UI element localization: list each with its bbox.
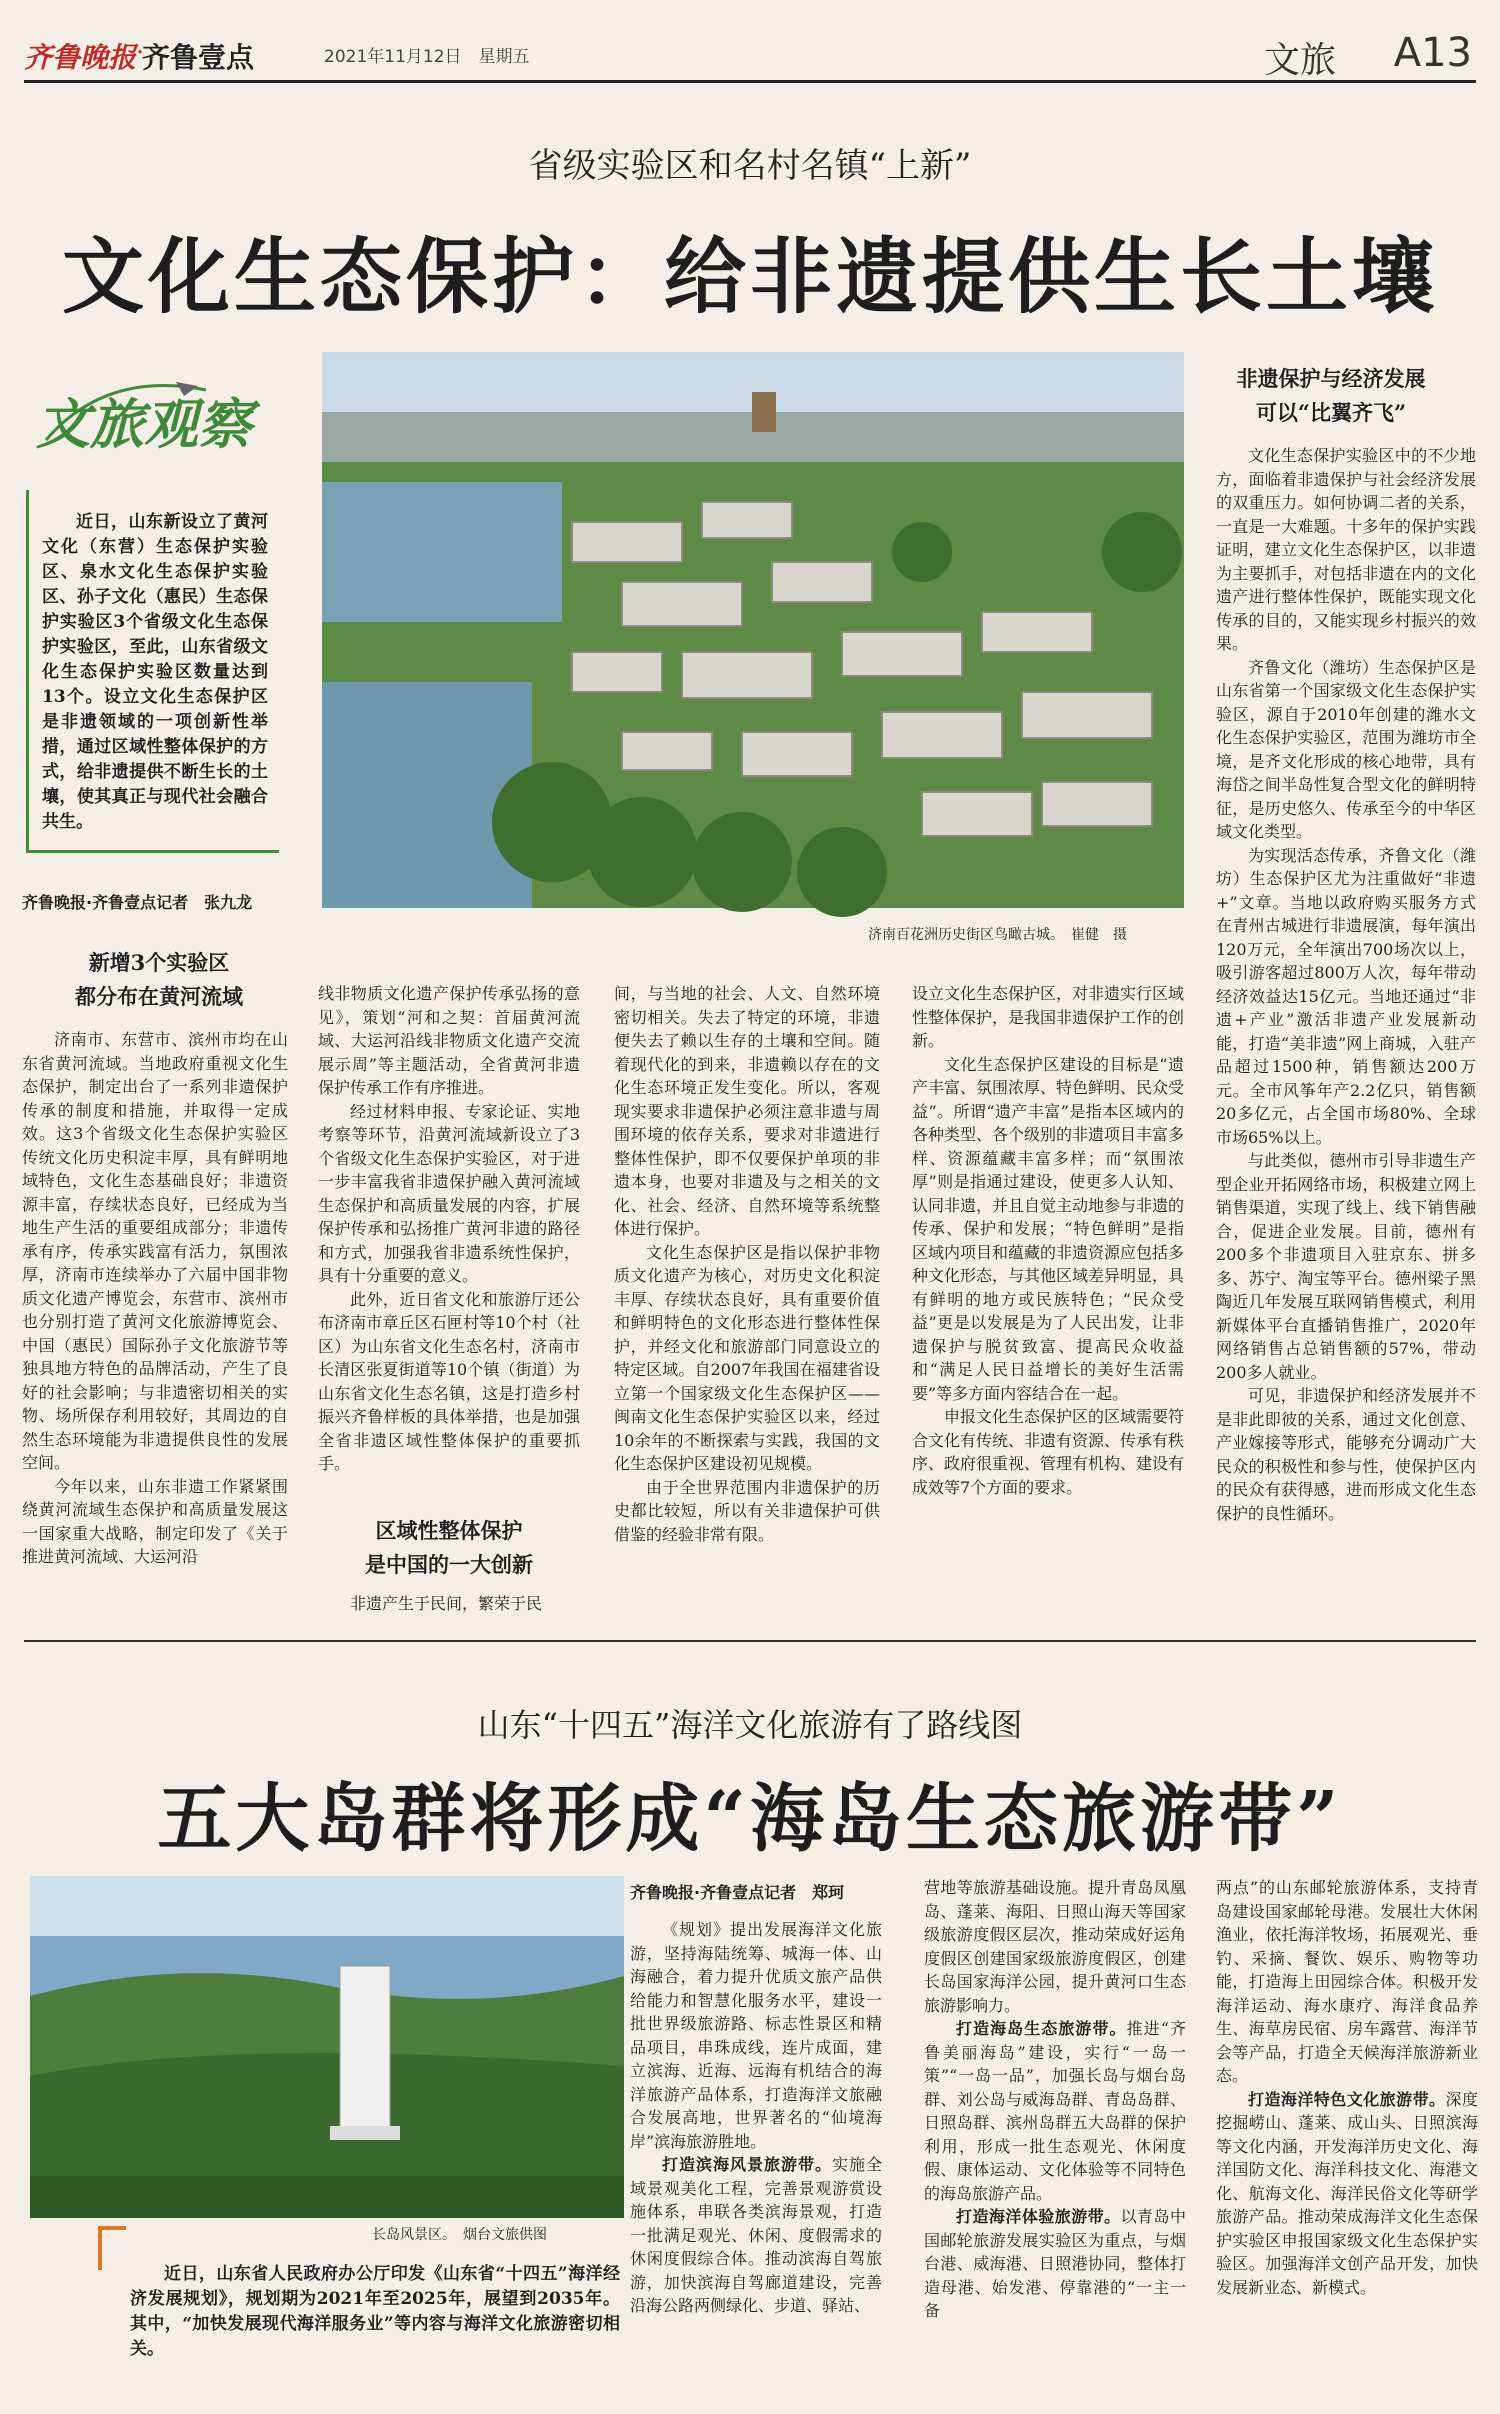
issue-date: 2021年11月12日 星期五 [324, 47, 530, 67]
sub-heading-2 [318, 1514, 580, 1582]
paragraph: 今年以来，山东非遗工作紧紧围绕黄河流域生态保护和高质量发展这一国家重大战略，制定印发了《关于推进黄河流域、大运河沿 [22, 1476, 288, 1566]
paragraph: 间，与当地的社会、人文、自然环境密切相关。失去了特定的环境，非遗便失去了赖以生存的土壤和空间。随着现代化的到来，非遗赖以存在的文化生态环境正发生变化。所以，客观现实要求非遗保护必须注意非遗与周围环境的依存关系，要求对非遗进行整体性保护，即不仅要保护单项的非遗本身，也要对非遗及与之相关的文化、社会、经济、自然环境等系统整体进行保护。 [614, 984, 880, 1238]
sub-heading-1 [24, 946, 294, 1014]
logo-separator: · [136, 38, 145, 68]
article2-col2 [924, 1876, 1186, 2378]
paragraph: 可见，非遗保护和经济发展并不是非此即彼的关系，通过文化创意、产业嫁接等形式，能够充分调动广大民众的积极性和参与性，使保护区内的民众有获得感，进而形成文化生态保护的良性循环。 [1216, 1386, 1476, 1523]
paragraph [630, 1918, 882, 2153]
body-text: 推进“齐鲁美丽海岛”建设，实行“一岛一策”“一岛一品”，加强长岛与烟台岛群、刘公岛与威海岛群、青岛岛群、日照岛群、滨州岛群五大岛群的保护利用，形成一批生态观光、休闲度假、康体运动、文化体验等不同特色的海岛旅游产品。 [924, 2019, 1186, 2203]
paragraph: 此外，近日省文化和旅游厅还公布济南市章丘区石匣村等10个村（社区）为山东省文化生态名村，济南市长清区张夏街道等10个镇（街道）为山东省文化生态名镇，这是打造乡村振兴齐鲁样板的具体举措，也是加强全省非遗区域性整体保护的重要抓手。 [318, 1289, 580, 1473]
paragraph: 济南市、东营市、滨州市均在山东省黄河流域。当地政府重视文化生态保护，制定出台了一系列非遗保护传承的制度和措施，并取得一定成效。这3个省级文化生态保护实验区传统文化历史积淀丰厚，具有鲜明地域特色，文化生态基础良好；非遗资源丰富，存续状态良好，已经成为当地生产生活的重要组成部分；非遗传承有序，传承实践富有活力，氛围浓厚，济南市连续举办了六届中国非物质文化遗产博览会，东营市、滨州市也分别打造了黄河文化旅游博览会、中国（惠民）国际孙子文化旅游节等独具地方特色的品牌活动，产生了良好的社会影响；与非遗密切相关的实物、场所保存利用较好，其周边的自然生态环境能为非遗提供良性的发展空间。 [22, 1030, 288, 1472]
paragraph: 齐鲁文化（潍坊）生态保护区是山东省第一个国家级文化生态保护实验区，源自于2010年创建的潍水文化生态保护实验区，范围为潍坊市全境，是齐文化形成的核心地带，具有海岱之间半岛性复合型文化的鲜明特征，是历史悠久、传承至今的中华区域文化类型。 [1216, 657, 1476, 841]
lead-in: 打造海洋特色文化旅游带。 [1248, 2089, 1446, 2109]
sidebar-head-line1: 非遗保护与经济发展 [1236, 366, 1426, 391]
column-logo-text: 文旅观察 [36, 392, 252, 456]
article1-col3 [614, 982, 880, 1614]
article1-col4 [912, 982, 1184, 1614]
paragraph [924, 1876, 1186, 2017]
article2-intro: 近日，山东省人民政府办公厅印发《山东省“十四五”海洋经济发展规划》，规划期为2021年至2025年，展望到2035年。其中，“加快发展现代海洋服务业”等内容与海洋文化旅游密切相关。 [130, 2264, 620, 2359]
article1-col2-tail [318, 1592, 580, 1616]
body-text: 实施全域景观美化工程，完善景观游赏设施体系，串联各类滨海景观，打造一批满足观光、休闲、度假需求的休闲度假综合体。推动滨海自驾旅游，加快滨海自驾廊道建设，完善沿海公路两侧绿化、步道、驿站、 [630, 2155, 882, 2315]
sub-heading-2-line2: 是中国的一大创新 [365, 1552, 533, 1577]
section-name: 文旅 [1263, 40, 1336, 81]
intro-corner-mark [98, 2226, 126, 2270]
article1-intro: 近日，山东新设立了黄河文化（东营）生态保护实验区、泉水文化生态保护实验区、孙子文化（惠民）生态保护实验区3个省级文化生态保护实验区，至此，山东省级文化生态保护实验区数量达到13个。设立文化生态保护区是非遗领域的一项创新性举措，通过区域性整体保护的方式，给非遗提供不断生长的土壤，使其真正与现代社会融合共生。 [42, 512, 268, 832]
sub-heading-2-line1: 区域性整体保护 [375, 1518, 523, 1543]
article1-col5 [1216, 444, 1476, 1609]
paragraph: 由于全世界范围内非遗保护的历史都比较短，所以有关非遗保护可供借鉴的经验非常有限。 [614, 1477, 880, 1544]
body-text: 《规划》提出发展海洋文化旅游，坚持海陆统筹、城海一体、山海融合，着力提升优质文旅产品供给能力和智慧化服务水平，建设一批世界级旅游路、标志性景区和精品项目，串珠成线，连片成面，建立滨海、近海、远海有机结合的海洋旅游产品体系，打造海洋文旅融合发展高地，世界著名的“仙境海岸”滨海旅游胜地。 [630, 1920, 882, 2151]
paragraph [924, 2205, 1186, 2323]
lead-in: 打造海岛生态旅游带。 [956, 2019, 1127, 2038]
paragraph: 文化生态保护实验区中的不少地方，面临着非遗保护与社会经济发展的双重压力。如何协调二者的关系，一直是一大难题。十多年的保护实践证明，建立文化生态保护区，以非遗为主要抓手，对包括非遗在内的文化遗产进行整体性保护，既能实现文化传承的目的，又能实现乡村振兴的效果。 [1216, 446, 1476, 653]
body-text: 营地等旅游基础设施。提升青岛凤凰岛、蓬莱、海阳、日照山海天等国家级旅游度假区层次，推动荣成好运角度假区创建国家级旅游度假区，创建长岛国家海洋公园，提升黄河口生态旅游影响力。 [924, 1878, 1186, 2015]
article1-headline: 文化生态保护：给非遗提供生长土壤 [61, 229, 1438, 325]
paragraph [1216, 2088, 1478, 2300]
paragraph: 文化生态保护区是指以保护非物质文化遗产为核心，对历史文化积淀丰厚、存续状态良好，具有重要价值和鲜明特色的文化形态进行整体性保护，并经文化和旅游部门同意设立的特定区域。自2007年我国在福建省设立第一个国家级文化生态保护区——闽南文化生态保护实验区以来，经过10余年的不断探索与实践，我国的文化生态保护区建设初见规模。 [614, 1242, 880, 1473]
lead-in: 打造滨海风景旅游带。 [662, 2155, 832, 2174]
article2-col3 [1216, 1876, 1478, 2378]
island-photo [30, 1876, 624, 2218]
paragraph: 申报文化生态保护区的区域需要符合文化有传统、非遗有资源、传承有秩序、政府很重视、管理有机构、建设有成效等7个方面的要求。 [912, 1407, 1185, 1497]
paragraph: 设立文化生态保护区，对非遗实行区域性整体保护，是我国非遗保护工作的创新。 [912, 984, 1185, 1050]
newspaper-logo: 齐鲁晚报 [24, 41, 137, 74]
page-number: A13 [1393, 30, 1472, 76]
paragraph: 文化生态保护区建设的目标是“遗产丰富、氛围浓厚、特色鲜明、民众受益”。所谓“遗产丰富”是指本区域内的各种类型、各个级别的非遗项目丰富多样、资源蕴藏丰富多样；而“氛围浓厚”则是指通过建设，使更多人认知、认同非遗，并且自觉主动地参与非遗的传承、保护和发展；“特色鲜明”是指区域内项目和蕴藏的非遗资源应包括多种文化形态，与其他区域差异明显，具有鲜明的地方或民族特色；“民众受益”更是以发展是为了人民出发，让非遗保护与脱贫致富、提高民众收益和“满足人民日益增长的美好生活需要”等多方面内容结合在一起。 [912, 1054, 1185, 1403]
article1-col2 [318, 982, 580, 1473]
column-logo [26, 360, 286, 470]
article2-photo [30, 1876, 624, 2218]
paragraph [630, 2153, 882, 2318]
body-text: 以青岛中国邮轮旅游发展实验区为重点，与烟台港、威海港、日照港协同，整体打造母港、始发港、停靠港的“一主一备 [924, 2207, 1186, 2320]
sub-heading-1-line2: 都分布在黄河流域 [75, 984, 243, 1009]
app-logo: 齐鲁壹点 [142, 41, 255, 74]
body-text: 两点”的山东邮轮旅游体系，支持青岛建设国家邮轮母港。发展壮大休闲渔业，依托海洋牧场，拓展观光、垂钓、采摘、餐饮、娱乐、购物等功能，打造海上田园综合体。积极开发海洋运动、海水康疗、海洋食品养生、海草房民宿、房车露营、海洋节会等产品，打造全天候海洋旅游新业态。 [1216, 1878, 1478, 2085]
article1-byline: 齐鲁晚报·齐鲁壹点记者 张九龙 [22, 893, 253, 912]
article2-kicker: 山东“十四五”海洋文化旅游有了路线图 [477, 1706, 1023, 1744]
paragraph: 经过材料申报、专家论证、实地考察等环节，沿黄河流域新设立了3个省级文化生态保护实验区，对于进一步丰富我省非遗保护融入黄河流域生态保护和高质量发展的内容，扩展保护传承和弘扬推广黄河非遗的路径和方式，加强我省非遗系统性保护，具有十分重要的意义。 [318, 1101, 580, 1285]
article1-col1 [22, 1028, 288, 1613]
paragraph [1216, 1876, 1478, 2088]
paragraph [924, 2017, 1186, 2205]
section-divider [24, 1640, 1476, 1642]
sidebar-head [1196, 362, 1466, 430]
article1-photo [322, 352, 1184, 908]
paragraph: 为实现活态传承，齐鲁文化（潍坊）生态保护区尤为注重做好“非遗+”文章。当地以政府购买服务方式在青州古城进行非遗展演，每年演出120万元，全年演出700场次以上，吸引游客超过800万人次，每年带动经济效益达15亿元。当地还通过“非遗+产业”激活非遗产业发展新动能，打造“美非遗”网上商城，入驻产品超过1500种，销售额达200万元。全市风筝年产2.2亿只，销售额20多亿元，占全国市场80%、全球市场65%以上。 [1216, 845, 1476, 1147]
article1-kicker: 省级实验区和名村名镇“上新” [528, 146, 972, 186]
aerial-city-photo [322, 352, 1184, 908]
body-text: 深度挖掘崂山、蓬莱、成山头、日照滨海等文化内涵，开发海洋历史文化、海洋国防文化、海洋科技文化、海港文化、航海文化、海洋民俗文化等研学旅游产品。推动荣成海洋文化生态保护实验区申报国家级文化生态保护实验区。加强海洋文创产品开发，加快发展新业态、新模式。 [1216, 2089, 1478, 2297]
article2-byline: 齐鲁晚报·齐鲁壹点记者 郑珂 [630, 1883, 845, 1902]
sidebar-head-line2: 可以“比翼齐飞” [1255, 400, 1407, 425]
paragraph: 非遗产生于民间，繁荣于民 [350, 1594, 543, 1613]
article1-photo-caption: 济南百花洲历史街区鸟瞰古城。 崔健 摄 [868, 927, 1127, 943]
article2-photo-caption: 长岛风景区。 烟台文旅供图 [372, 2227, 547, 2243]
lead-in: 打造海洋体验旅游带。 [956, 2207, 1121, 2226]
sub-heading-1-line1: 新增3个实验区 [88, 950, 230, 975]
paragraph: 线非物质文化遗产保护传承弘扬的意见》，策划“河和之契：首届黄河流域、大运河沿线非物质文化遗产交流展示周”等主题活动，全省黄河非遗保护传承工作有序推进。 [318, 984, 580, 1097]
masthead [24, 28, 1476, 83]
paragraph: 与此类似，德州市引导非遗生产型企业开拓网络市场，积极建立网上销售渠道，实现了线上、线下销售融合，促进企业发展。目前，德州有200多个非遗项目入驻京东、拼多多、苏宁、淘宝等平台。德州梁子黑陶近几年发展互联网销售模式，利用新媒体平台直播销售推广，2020年网络销售占总销售额的57%，带动200多人就业。 [1216, 1151, 1476, 1382]
article2-col1 [630, 1918, 882, 2378]
article2-headline: 五大岛群将形成“海岛生态旅游带” [157, 1776, 1343, 1862]
